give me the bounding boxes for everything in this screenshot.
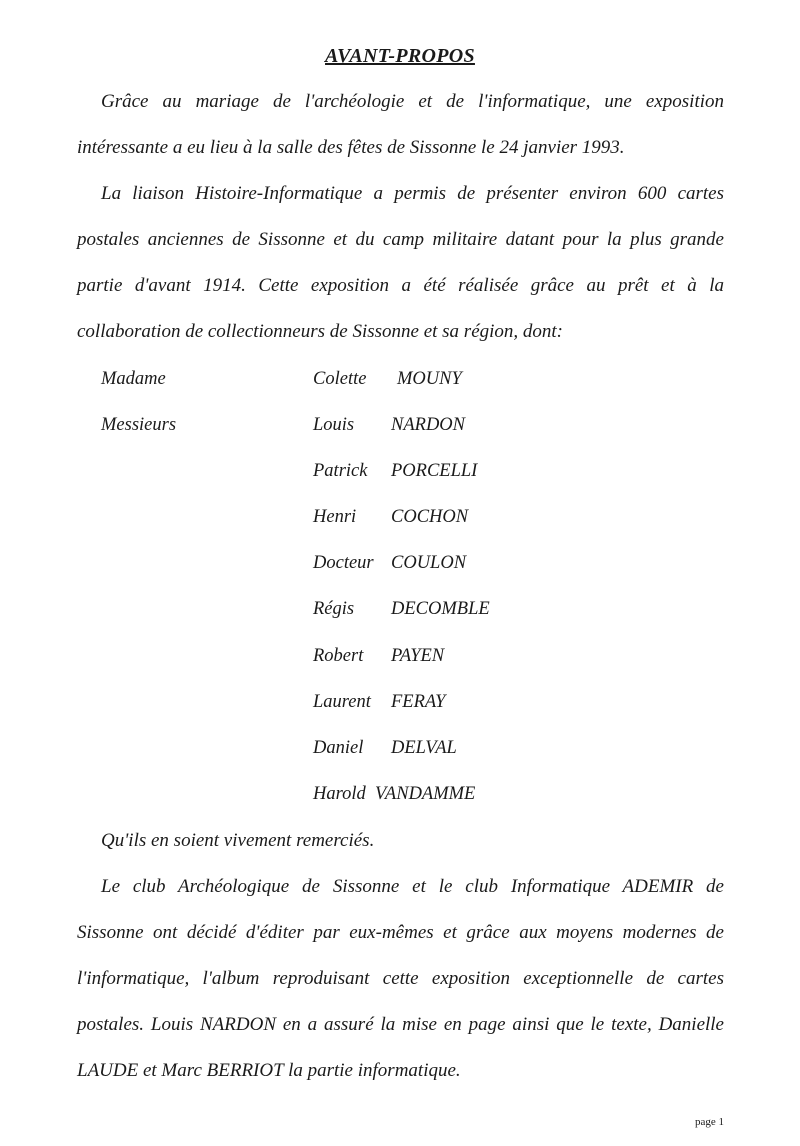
paragraph-2-line-4: collaboration de collectionneurs de Sissonne et sa région, dont: xyxy=(77,321,564,342)
paragraph-2-line-1: La liaison Histoire-Informatique a permis de présenter environ 600 cartes xyxy=(101,183,724,204)
collector-last-name: NARDON xyxy=(391,415,465,435)
paragraph-2-line-3: partie d'avant 1914. Cette exposition a été réalisée grâce au prêt et à la xyxy=(77,275,724,296)
paragraph-3-line-5: LAUDE et Marc BERRIOT la partie informatique. xyxy=(77,1060,461,1081)
collector-first-name: Daniel xyxy=(313,738,364,758)
collector-last-name: PORCELLI xyxy=(391,461,478,481)
collector-first-name: Robert xyxy=(313,646,364,666)
paragraph-3-line-3: l'informatique, l'album reproduisant cette exposition exceptionnelle de cartes xyxy=(77,968,724,989)
page-title: AVANT-PROPOS xyxy=(325,45,475,67)
collector-last-name: PAYEN xyxy=(391,646,445,666)
paragraph-3-line-2: Sissonne ont décidé d'éditer par eux-mêmes et grâce aux moyens modernes de xyxy=(77,922,724,943)
paragraph-1-line-2: intéressante a eu lieu à la salle des fêtes de Sissonne le 24 janvier 1993. xyxy=(77,137,625,158)
paragraph-3-line-4: postales. Louis NARDON en a assuré la mise en page ainsi que le texte, Danielle xyxy=(77,1014,724,1035)
collector-last-name: FERAY xyxy=(391,692,446,712)
collector-title: Messieurs xyxy=(101,415,177,435)
collector-last-name: DECOMBLE xyxy=(391,599,490,619)
collector-last-name: MOUNY xyxy=(397,369,462,389)
page-number: page 1 xyxy=(695,1116,725,1128)
collector-first-name: Patrick xyxy=(313,461,368,481)
collector-last-name: COULON xyxy=(391,553,467,573)
paragraph-3-line-1: Le club Archéologique de Sissonne et le club Informatique ADEMIR de xyxy=(101,876,724,897)
collector-last-name: COCHON xyxy=(391,507,469,527)
collector-last-name: DELVAL xyxy=(391,738,457,758)
collector-last-name: VANDAMME xyxy=(375,784,476,804)
collector-first-name: Régis xyxy=(313,599,355,619)
collector-first-name: Docteur xyxy=(313,553,374,573)
collector-first-name: Harold xyxy=(313,784,366,804)
collector-first-name: Colette xyxy=(313,369,367,389)
paragraph-1-line-1: Grâce au mariage de l'archéologie et de l'informatique, une exposition xyxy=(101,91,724,112)
collector-first-name: Laurent xyxy=(313,692,371,712)
collector-first-name: Henri xyxy=(313,507,357,527)
collector-first-name: Louis xyxy=(313,415,355,435)
paragraph-2-line-2: postales anciennes de Sissonne et du camp militaire datant pour la plus grande xyxy=(77,229,724,250)
thanks-line: Qu'ils en soient vivement remerciés. xyxy=(101,830,375,851)
collector-title: Madame xyxy=(101,369,166,389)
